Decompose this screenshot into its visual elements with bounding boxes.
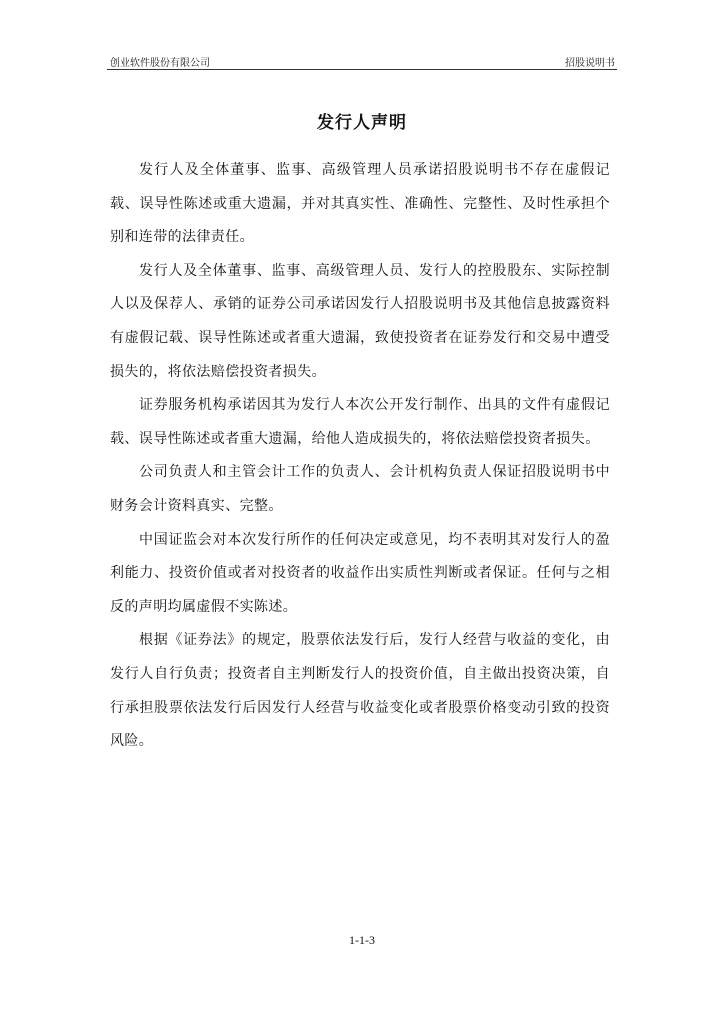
paragraph-4: 公司负责人和主管会计工作的负责人、会计机构负责人保证招股说明书中财务会计资料真实、完整。: [110, 464, 610, 514]
paragraph-2: 发行人及全体董事、监事、高级管理人员、发行人的控股股东、实际控制人以及保荐人、承销的证券公司承诺因发行人招股说明书及其他信息披露资料有虚假记载、误导性陈述或者重大遗漏，致使投资者在证券发行和交易中遭受损失的，将依法赔偿投资者损失。: [110, 262, 610, 380]
paragraph-1: 发行人及全体董事、监事、高级管理人员承诺招股说明书不存在虚假记载、误导性陈述或重大遗漏，并对其真实性、准确性、完整性、及时性承担个别和连带的法律责任。: [110, 162, 610, 246]
page-title: 发行人声明: [317, 113, 407, 133]
running-header: [107, 50, 617, 68]
header-company-name: 创业软件股份有限公司: [110, 58, 210, 69]
paragraph-6: 根据《证券法》的规定，股票依法发行后，发行人经营与收益的变化，由发行人自行负责；投资者自主判断发行人的投资价值，自主做出投资决策，自行承担股票依法发行后因发行人经营与收益变化或者股票价格变动引致的投资风险。: [110, 632, 610, 750]
paragraph-5: 中国证监会对本次发行所作的任何决定或意见，均不表明其对发行人的盈利能力、投资价值或者对投资者的收益作出实质性判断或者保证。任何与之相反的声明均属虚假不实陈述。: [110, 531, 610, 615]
page-number: 1-1-3: [349, 933, 375, 947]
header-document-type: 招股说明书: [565, 58, 615, 69]
header-divider: [107, 69, 617, 70]
paragraph-3: 证券服务机构承诺因其为发行人本次公开发行制作、出具的文件有虚假记载、误导性陈述或者重大遗漏，给他人造成损失的，将依法赔偿投资者损失。: [110, 397, 610, 447]
statement-body: [110, 154, 610, 759]
